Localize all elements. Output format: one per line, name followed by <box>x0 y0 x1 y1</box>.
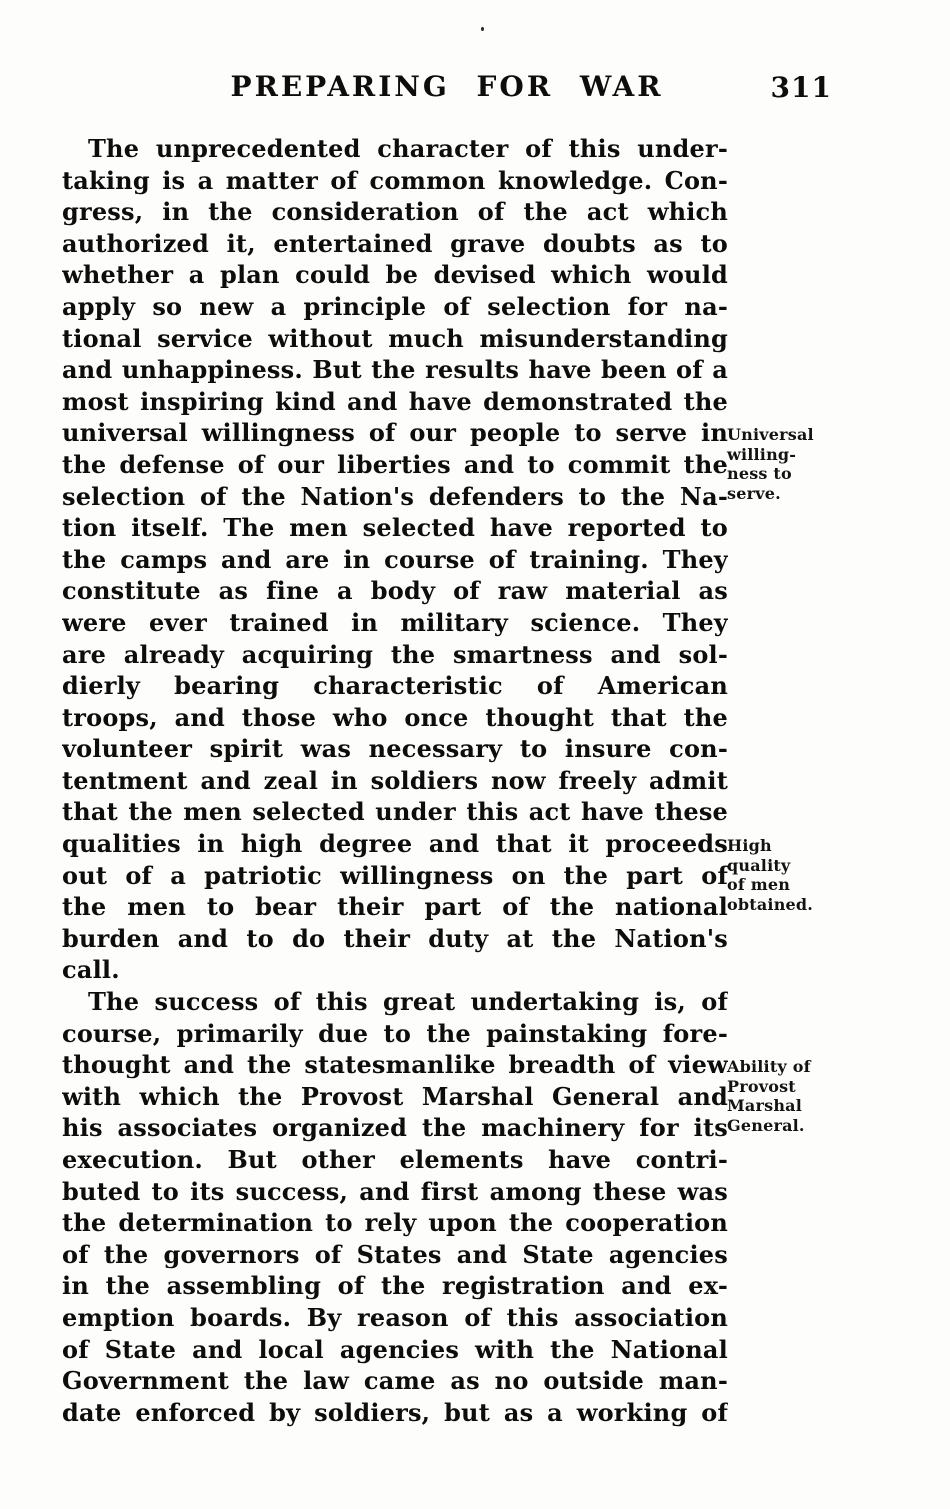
body-line: are already acquiring the smartness and sol- <box>62 639 728 669</box>
paragraph <box>62 133 728 986</box>
margin-note <box>727 836 847 914</box>
body-line: volunteer spirit was necessary to insure con- <box>62 734 728 764</box>
body-line: Government the law came as no outside man- <box>62 1366 728 1396</box>
body-line: in the assembling of the registration and ex- <box>62 1271 728 1301</box>
body-line: course, primarily due to the painstaking fore- <box>62 1018 728 1048</box>
page-number: 311 <box>770 71 832 104</box>
body-line: authorized it, entertained grave doubts as to <box>62 228 728 258</box>
body-line: tentment and zeal in soldiers now freely admit <box>62 765 728 795</box>
body-line: date enforced by soldiers, but as a working of <box>62 1397 728 1427</box>
body-line: that the men selected under this act have these <box>62 797 728 827</box>
margin-note-line: quality <box>727 855 791 875</box>
body-line: were ever trained in military science. They <box>62 607 728 637</box>
margin-note-line: General. <box>727 1115 805 1135</box>
body-line: call. <box>62 955 120 985</box>
page-header <box>62 70 832 103</box>
margin-note-line: Provost <box>727 1076 796 1096</box>
body-line: apply so new a principle of selection for na- <box>62 291 728 321</box>
body-line: taking is a matter of common knowledge. Con- <box>62 165 728 195</box>
running-head: PREPARING FOR WAR <box>230 70 664 103</box>
margin-note-line: Marshal <box>727 1096 802 1116</box>
body-line: and unhappiness. But the results have been of a <box>62 355 728 385</box>
margin-note-line: High <box>727 836 772 856</box>
body-line: most inspiring kind and have demonstrated the <box>62 386 728 416</box>
body-line: whether a plan could be devised which would <box>62 260 728 290</box>
body-line: dierly bearing characteristic of American <box>62 671 728 701</box>
body-line: thought and the statesmanlike breadth of view <box>62 1050 728 1080</box>
body-line: selection of the Nation's defenders to the Na- <box>62 481 728 511</box>
body-line: of the governors of States and State agencies <box>62 1239 728 1269</box>
margin-note <box>727 1057 847 1135</box>
body-line: tion itself. The men selected have reported to <box>62 513 728 543</box>
body-line: the camps and are in course of training. They <box>62 544 728 574</box>
paragraph <box>62 986 728 1428</box>
body-line: universal willingness of our people to serve in <box>62 418 728 448</box>
body-line: the men to bear their part of the national <box>62 892 728 922</box>
margin-note-line: serve. <box>727 483 781 503</box>
margin-note-line: Ability of <box>727 1057 811 1077</box>
body-line: emption boards. By reason of this association <box>62 1302 728 1332</box>
margin-note-line: ness to <box>727 464 792 484</box>
body-line: with which the Provost Marshal General and <box>62 1081 728 1111</box>
body-line: execution. But other elements have contri- <box>62 1145 728 1174</box>
scan-speck <box>481 27 484 31</box>
body-line: out of a patriotic willingness on the part of <box>62 860 728 890</box>
margin-note-line: willing- <box>727 444 797 464</box>
body-line: gress, in the consideration of the act which <box>62 197 728 227</box>
margin-note-line: obtained. <box>727 894 814 914</box>
body-line: The success of this great undertaking is, of <box>88 987 728 1017</box>
body-line: his associates organized the machinery for its <box>62 1113 728 1143</box>
margin-note-line: of men <box>727 875 791 895</box>
body-line: buted to its success, and first among these was <box>62 1176 728 1206</box>
body-line: constitute as fine a body of raw material as <box>62 576 728 606</box>
body-line: of State and local agencies with the National <box>62 1334 728 1364</box>
body-line: qualities in high degree and that it proceeds <box>62 829 728 859</box>
margin-note-line: Universal <box>727 425 814 445</box>
body-line: tional service without much misunderstanding <box>62 323 728 353</box>
body-line: burden and to do their duty at the Nation's <box>62 923 728 953</box>
body-line: the defense of our liberties and to commit the <box>62 449 728 479</box>
body-line: troops, and those who once thought that the <box>62 702 728 732</box>
margin-note <box>727 425 847 503</box>
body-line: the determination to rely upon the cooperation <box>62 1208 728 1238</box>
body-line: The unprecedented character of this under- <box>88 134 728 163</box>
body-text <box>62 133 728 1428</box>
